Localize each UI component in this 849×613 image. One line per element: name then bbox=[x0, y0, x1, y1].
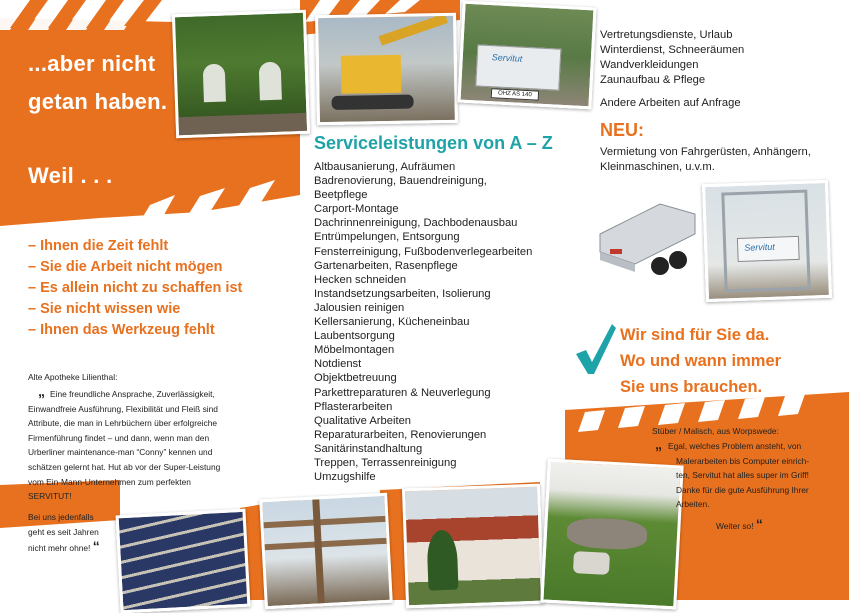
excavator-arm bbox=[379, 13, 448, 45]
service-item: Entrümpelungen, Entsorgung bbox=[314, 231, 460, 244]
garden-lamp bbox=[573, 551, 610, 575]
services-other: Andere Arbeiten auf Anfrage bbox=[600, 97, 741, 109]
pergola-beam-2 bbox=[265, 538, 387, 550]
window-arch-right bbox=[259, 62, 282, 101]
service-item: Fensterreinigung, Fußbodenverlegearbeiten bbox=[314, 245, 533, 258]
trailer-plate: OHZ AS 140 bbox=[491, 88, 539, 100]
service-item: Beetpflege bbox=[314, 189, 368, 202]
scaffold-logo: Servitut bbox=[744, 241, 775, 253]
slogan-line-1: Wir sind für Sie da. bbox=[620, 326, 770, 344]
service-right-item: Zaunaufbau & Pflege bbox=[600, 74, 706, 86]
ground-strip bbox=[178, 113, 307, 135]
testimonial-right-closing-text: Weiter so! bbox=[716, 520, 754, 531]
service-item: Reparaturarbeiten, Renovierungen bbox=[314, 428, 487, 441]
testimonial-right-line-1: Egal, welches Problem ansteht, von bbox=[668, 441, 802, 451]
testimonial-right-close-quote: “ bbox=[755, 515, 763, 532]
testimonial-left-line-5: Urberliner maintenance-man “Conny” kennen und bbox=[28, 447, 213, 458]
service-item: Hecken schneiden bbox=[314, 273, 407, 286]
reason-3: – Es allein nicht zu schaffen ist bbox=[28, 280, 243, 296]
service-item: Parkettreparaturen & Neuverlegung bbox=[314, 386, 491, 399]
reason-2: – Sie die Arbeit nicht mögen bbox=[28, 259, 223, 275]
service-item: Pflasterarbeiten bbox=[314, 400, 393, 413]
services-title: Serviceleistungen von A – Z bbox=[314, 133, 553, 153]
testimonial-left-closing-3 bbox=[28, 539, 100, 556]
scaffold-photo bbox=[702, 180, 832, 302]
testimonial-left-open-quote: „ bbox=[38, 383, 45, 399]
trailer-logo: Servitut bbox=[491, 52, 523, 64]
testimonial-left-closing-3-text: nicht mehr ohne! bbox=[28, 543, 91, 554]
trailer-garden-photo bbox=[457, 1, 596, 110]
testimonial-left-line-7: vom Ein-Mann-Unternehmen zum perfekten bbox=[28, 476, 191, 487]
testimonial-left-source: Alte Apotheke Lilienthal: bbox=[28, 372, 118, 382]
service-right-item: Winterdienst, Schneeräumen bbox=[600, 44, 745, 56]
pergola-post bbox=[312, 499, 324, 603]
testimonial-right-open-quote: „ bbox=[655, 436, 662, 452]
testimonial-left-line-2: Einwandfreie Ausführung, Flexibilität und Fleiß sind bbox=[28, 403, 218, 414]
slogan-line-3: Sie uns brauchen. bbox=[620, 378, 763, 396]
slogan-line-2: Wo und wann immer bbox=[620, 352, 782, 370]
testimonial-left-line-4: Firmenführung findet – und dann, wenn man den bbox=[28, 432, 210, 443]
services-right bbox=[600, 28, 744, 111]
testimonial-right-line-5: Arbeiten. bbox=[676, 499, 710, 510]
service-item: Möbelmontagen bbox=[314, 344, 395, 357]
service-item: Objektbetreuung bbox=[314, 372, 397, 385]
neu-line-2: Kleinmaschinen, u.v.m. bbox=[600, 161, 715, 173]
service-right-item: Wandverkleidungen bbox=[600, 59, 699, 71]
tipper-trailer-icon bbox=[590, 194, 702, 288]
service-item: Qualitative Arbeiten bbox=[314, 414, 412, 427]
neu-line-1: Vermietung von Fahrgerüsten, Anhängern, bbox=[600, 146, 811, 158]
service-item: Kellersanierung, Kücheneinbau bbox=[314, 316, 470, 329]
excavator-body bbox=[341, 55, 402, 94]
service-item: Sanitärinstandhaltung bbox=[314, 442, 423, 455]
trailer-box bbox=[475, 44, 561, 90]
headline-line-1: ...aber nicht bbox=[28, 51, 156, 76]
testimonial-left-closing-2: geht es seit Jahren bbox=[28, 526, 99, 537]
check-icon bbox=[574, 322, 618, 376]
testimonial-right-line-3: ten, Servitut hat alles super im Griff! bbox=[676, 470, 809, 481]
testimonial-right-line-2: Malerarbeiten bis Computer einrich- bbox=[676, 455, 810, 466]
testimonial-left-line-3: Attribute, die man in Lehrbüchern über erfolgreiche bbox=[28, 418, 218, 429]
garden-rocks bbox=[566, 517, 647, 551]
testimonial-left-close-quote: “ bbox=[92, 538, 100, 555]
headline-line-2: getan haben. bbox=[28, 89, 168, 114]
tipper-trailer-image bbox=[590, 194, 702, 288]
service-item: Notdienst bbox=[314, 358, 362, 371]
service-item: Treppen, Terrassenreinigung bbox=[314, 456, 457, 469]
neu-text bbox=[600, 145, 811, 175]
service-item: Carport-Montage bbox=[314, 203, 399, 216]
reason-5: – Ihnen das Werkzeug fehlt bbox=[28, 322, 215, 338]
service-item: Gartenarbeiten, Rasenpflege bbox=[314, 259, 458, 272]
testimonial-right-closing bbox=[716, 517, 843, 534]
garden-photo bbox=[540, 459, 683, 610]
testimonial-left-closing bbox=[28, 510, 100, 556]
reason-4: – Sie nicht wissen wie bbox=[28, 301, 181, 317]
testimonial-right-body bbox=[668, 439, 843, 534]
neu-title: NEU: bbox=[600, 120, 644, 140]
headline-weil: Weil . . . bbox=[28, 163, 113, 188]
house-photo bbox=[402, 484, 544, 609]
service-item: Umzugshilfe bbox=[314, 471, 376, 484]
testimonial-left-closing-1: Bei uns jedenfalls bbox=[28, 512, 94, 522]
slogan bbox=[620, 322, 781, 400]
excavator-tracks bbox=[331, 95, 413, 110]
stairs-photo bbox=[116, 509, 251, 613]
service-item: Instandsetzungsarbeiten, Isolierung bbox=[314, 287, 491, 300]
testimonial-right-line-4: Danke für die gute Ausführung Ihrer bbox=[676, 484, 809, 495]
service-item: Altbausanierung, Aufräumen bbox=[314, 161, 456, 173]
service-item: Laubentsorgung bbox=[314, 330, 395, 343]
service-right-item: Vertretungsdienste, Urlaub bbox=[600, 29, 733, 41]
hedge-house-photo bbox=[172, 10, 310, 139]
house-tree bbox=[426, 530, 458, 591]
testimonial-left-line-8: SERVITUT! bbox=[28, 491, 72, 502]
service-item: Jalousien reinigen bbox=[314, 301, 405, 314]
testimonial-left-body bbox=[28, 387, 248, 504]
services-list bbox=[314, 160, 532, 484]
window-arch-left bbox=[203, 64, 226, 103]
scaffold-panel bbox=[737, 236, 800, 262]
pergola-beam-1 bbox=[263, 516, 385, 528]
testimonial-right-source: Stüber / Malisch, aus Worpswede: bbox=[652, 426, 779, 436]
pergola-photo bbox=[259, 493, 393, 610]
service-item: Dachrinnenreinigung, Dachbodenausbau bbox=[314, 217, 518, 230]
service-item: Badrenovierung, Bauendreinigung, bbox=[314, 175, 487, 188]
testimonial-left-line-1: Eine freundliche Ansprache, Zuverlässigkeit, bbox=[50, 389, 215, 399]
testimonial-left-line-6: schätzen gelernt hat. Hut ab vor der Super-Leistung bbox=[28, 461, 221, 472]
reason-1: – Ihnen die Zeit fehlt bbox=[28, 238, 169, 254]
excavator-photo bbox=[315, 13, 458, 125]
